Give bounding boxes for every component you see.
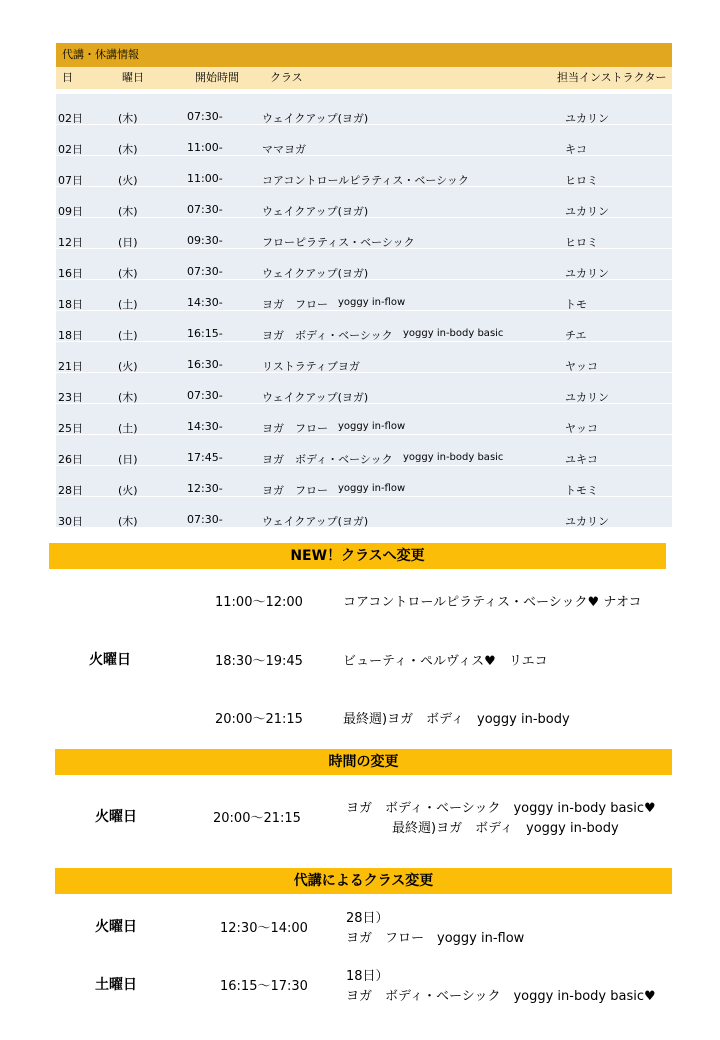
table-row bbox=[56, 466, 672, 497]
row-weekday: (木) bbox=[118, 112, 138, 125]
new-class-name-2: ビューティ・ペルヴィス♥ リエコ bbox=[343, 654, 548, 669]
row-weekday: (土) bbox=[118, 298, 138, 311]
schedule-title: 代講・休講情報 bbox=[56, 43, 672, 67]
row-time: 07:30- bbox=[187, 110, 223, 123]
row-day: 25日 bbox=[58, 422, 83, 435]
row-weekday: (木) bbox=[118, 143, 138, 156]
sub-change-date-2: 18日） bbox=[346, 969, 389, 984]
row-weekday: (火) bbox=[118, 484, 138, 497]
sub-change-weekday-2: 土曜日 bbox=[95, 977, 137, 993]
row-weekday: (土) bbox=[118, 329, 138, 342]
row-weekday: (木) bbox=[118, 391, 138, 404]
schedule-table bbox=[56, 43, 672, 528]
table-row bbox=[56, 156, 672, 187]
sub-change-time-2: 16:15～17:30 bbox=[220, 979, 308, 994]
row-class: リストラティブヨガ bbox=[262, 360, 360, 373]
row-day: 23日 bbox=[58, 391, 83, 404]
row-day: 12日 bbox=[58, 236, 83, 249]
row-instructor: トモ bbox=[565, 298, 587, 311]
table-row bbox=[56, 404, 672, 435]
header-class: クラス bbox=[270, 71, 303, 84]
row-weekday: (火) bbox=[118, 174, 138, 187]
row-class: ウェイクアップ(ヨガ) bbox=[262, 267, 369, 280]
header-weekday: 曜日 bbox=[122, 71, 144, 84]
row-class: コアコントロールピラティス・ベーシック bbox=[262, 174, 469, 187]
sub-change-bar: 代講によるクラス変更 bbox=[55, 868, 672, 894]
row-day: 07日 bbox=[58, 174, 83, 187]
row-day: 18日 bbox=[58, 329, 83, 342]
time-change-weekday: 火曜日 bbox=[95, 809, 137, 825]
table-row bbox=[56, 280, 672, 311]
time-change-class-1: ヨガ ボディ・ベーシック yoggy in-body basic♥ bbox=[346, 801, 656, 816]
sub-change-time-1: 12:30～14:00 bbox=[220, 921, 308, 936]
header-start-time: 開始時間 bbox=[195, 71, 239, 84]
new-class-time-2: 18:30～19:45 bbox=[215, 654, 303, 669]
row-time: 11:00- bbox=[187, 141, 223, 154]
row-instructor: ヤッコ bbox=[565, 422, 598, 435]
row-class-sub: yoggy in-body basic bbox=[403, 452, 504, 463]
table-row bbox=[56, 435, 672, 466]
row-instructor: ヒロミ bbox=[565, 236, 598, 249]
row-class-sub: yoggy in-flow bbox=[338, 297, 406, 308]
new-class-name-1: コアコントロールピラティス・ベーシック♥ ナオコ bbox=[343, 595, 642, 610]
row-class: ヨガ フロー bbox=[262, 298, 328, 311]
time-change-bar: 時間の変更 bbox=[55, 749, 672, 775]
row-class: ウェイクアップ(ヨガ) bbox=[262, 391, 369, 404]
row-time: 09:30- bbox=[187, 234, 223, 247]
row-class-sub: yoggy in-body basic bbox=[403, 328, 504, 339]
row-instructor: ユキコ bbox=[565, 453, 598, 466]
row-class-sub: yoggy in-flow bbox=[338, 483, 406, 494]
row-class: ウェイクアップ(ヨガ) bbox=[262, 205, 369, 218]
sub-change-weekday-1: 火曜日 bbox=[95, 919, 137, 935]
table-row bbox=[56, 497, 672, 528]
row-time: 14:30- bbox=[187, 420, 223, 433]
sub-change-class-1: ヨガ フロー yoggy in-flow bbox=[346, 931, 525, 946]
row-weekday: (火) bbox=[118, 360, 138, 373]
row-instructor: ユカリン bbox=[565, 205, 609, 218]
row-instructor: ヤッコ bbox=[565, 360, 598, 373]
row-day: 21日 bbox=[58, 360, 83, 373]
new-class-weekday: 火曜日 bbox=[89, 652, 131, 668]
row-class: ウェイクアップ(ヨガ) bbox=[262, 515, 369, 528]
sub-change-date-1: 28日） bbox=[346, 911, 389, 926]
time-change-class-2: 最終週)ヨガ ボディ yoggy in-body bbox=[392, 821, 619, 836]
row-class: ママヨガ bbox=[262, 143, 306, 156]
row-day: 02日 bbox=[58, 143, 83, 156]
row-time: 14:30- bbox=[187, 296, 223, 309]
row-instructor: キコ bbox=[565, 143, 587, 156]
row-weekday: (土) bbox=[118, 422, 138, 435]
row-time: 07:30- bbox=[187, 203, 223, 216]
row-day: 18日 bbox=[58, 298, 83, 311]
row-instructor: トモミ bbox=[565, 484, 598, 497]
table-row bbox=[56, 218, 672, 249]
new-class-name-3: 最終週)ヨガ ボディ yoggy in-body bbox=[343, 712, 570, 727]
row-class: ヨガ フロー bbox=[262, 484, 328, 497]
row-class: フローピラティス・ベーシック bbox=[262, 236, 415, 249]
sub-change-class-2: ヨガ ボディ・ベーシック yoggy in-body basic♥ bbox=[346, 989, 656, 1004]
row-time: 07:30- bbox=[187, 265, 223, 278]
table-row bbox=[56, 311, 672, 342]
row-instructor: チエ bbox=[565, 329, 587, 342]
row-instructor: ヒロミ bbox=[565, 174, 598, 187]
row-time: 17:45- bbox=[187, 451, 223, 464]
row-time: 16:15- bbox=[187, 327, 223, 340]
row-time: 12:30- bbox=[187, 482, 223, 495]
row-day: 02日 bbox=[58, 112, 83, 125]
row-time: 16:30- bbox=[187, 358, 223, 371]
new-class-time-1: 11:00～12:00 bbox=[215, 595, 303, 610]
new-class-bar: NEW！クラスへ変更 bbox=[49, 543, 666, 569]
table-row bbox=[56, 373, 672, 404]
row-weekday: (木) bbox=[118, 205, 138, 218]
row-time: 07:30- bbox=[187, 513, 223, 526]
table-row bbox=[56, 342, 672, 373]
row-weekday: (木) bbox=[118, 267, 138, 280]
row-weekday: (木) bbox=[118, 515, 138, 528]
row-class: ヨガ ボディ・ベーシック bbox=[262, 329, 393, 342]
new-class-time-3: 20:00～21:15 bbox=[215, 712, 303, 727]
row-day: 09日 bbox=[58, 205, 83, 218]
table-row bbox=[56, 125, 672, 156]
row-day: 28日 bbox=[58, 484, 83, 497]
header-day: 日 bbox=[62, 71, 73, 84]
header-instructor: 担当インストラクター bbox=[557, 71, 667, 84]
row-day: 26日 bbox=[58, 453, 83, 466]
row-instructor: ユカリン bbox=[565, 391, 609, 404]
table-row bbox=[56, 249, 672, 280]
row-instructor: ユカリン bbox=[565, 515, 609, 528]
row-class: ヨガ フロー bbox=[262, 422, 328, 435]
table-row bbox=[56, 94, 672, 125]
row-weekday: (日) bbox=[118, 236, 138, 249]
row-class-sub: yoggy in-flow bbox=[338, 421, 406, 432]
row-time: 07:30- bbox=[187, 389, 223, 402]
row-instructor: ユカリン bbox=[565, 112, 609, 125]
row-weekday: (日) bbox=[118, 453, 138, 466]
table-row bbox=[56, 187, 672, 218]
row-class: ウェイクアップ(ヨガ) bbox=[262, 112, 369, 125]
schedule-body bbox=[56, 94, 672, 528]
row-time: 11:00- bbox=[187, 172, 223, 185]
schedule-header-row bbox=[56, 67, 672, 89]
row-day: 16日 bbox=[58, 267, 83, 280]
time-change-time: 20:00～21:15 bbox=[213, 811, 301, 826]
row-day: 30日 bbox=[58, 515, 83, 528]
row-class: ヨガ ボディ・ベーシック bbox=[262, 453, 393, 466]
row-instructor: ユカリン bbox=[565, 267, 609, 280]
